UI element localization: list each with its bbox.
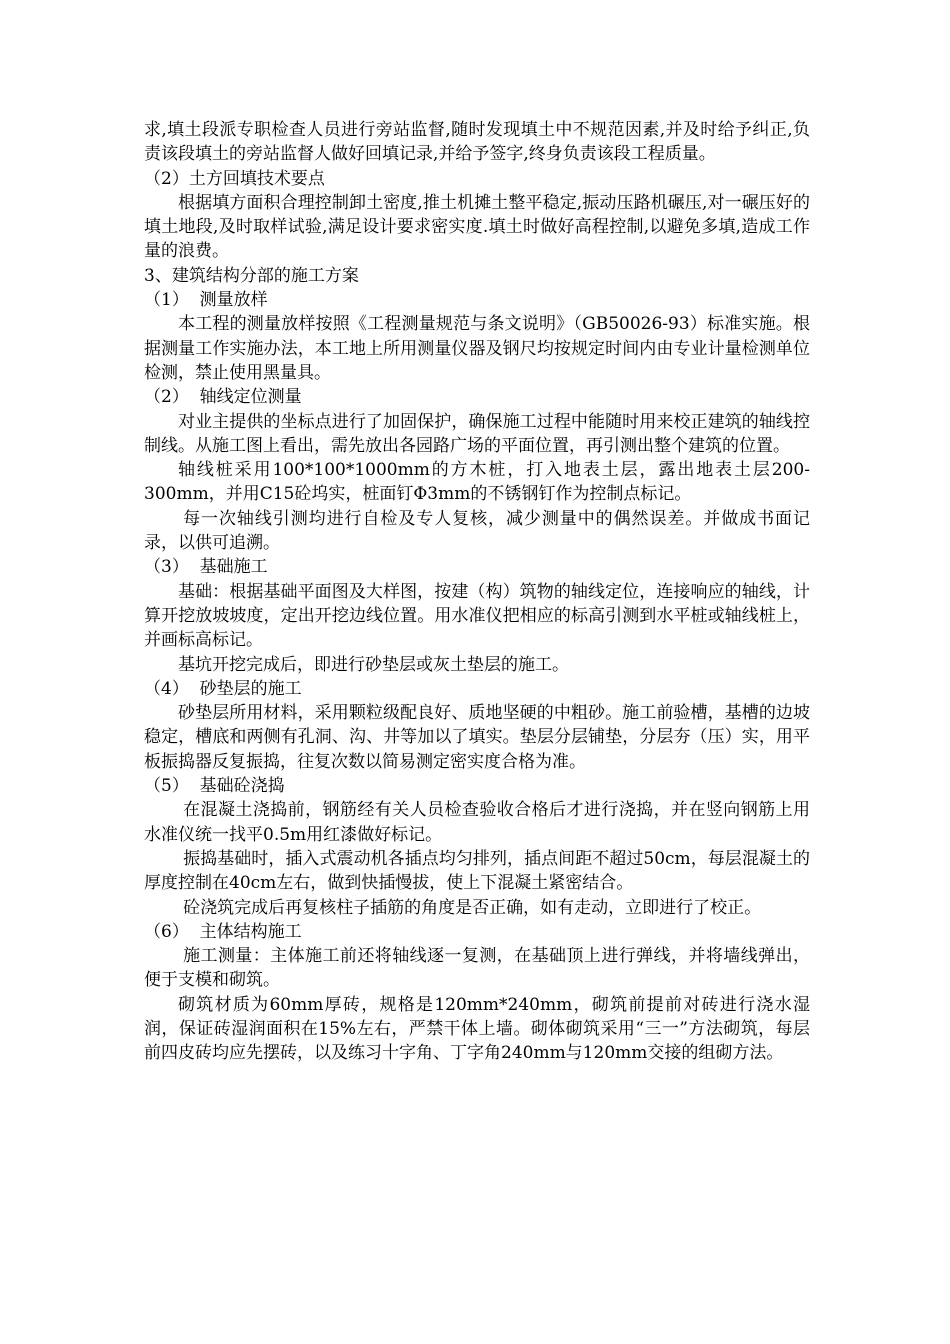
paragraph-vibration: 振捣基础时，插入式震动机各插点均匀排列，插点间距不超过50cm，每层混凝土的厚度控制在40cm左右，做到快插慢拔，使上下混凝土紧密结合。	[144, 848, 810, 894]
paragraph-axis-stake: 轴线桩采用100*100*1000mm的方木桩，打入地表土层，露出地表土层200-300mm，并用C15砼坞实，桩面钉Φ3mm的不锈钢钉作为控制点标记。	[144, 460, 810, 505]
paragraph-survey-standard: 本工程的测量放样按照《工程测量规范与条文说明》（GB50026-93）标准实施。根据测量工作实施办法，本工地上所用测量仪器及钢尺均按规定时间内由专业计量检测单位检测，禁止使用黑量具。	[144, 314, 810, 383]
heading-main-structure: （6） 主体结构施工	[144, 921, 302, 942]
heading-axis-positioning: （2） 轴线定位测量	[144, 387, 302, 408]
paragraph-masonry: 砌筑材质为60mm厚砖，规格是120mm*240mm，砌筑前提前对砖进行浇水湿润，保证砖湿润面积在15%左右，严禁干体上墙。砌体砌筑采用“三一”方法砌筑，每层前四皮砖均应先摆砖，以及练习十字角、丁字角240mm与120mm交接的组砌方法。	[144, 994, 810, 1064]
heading-backfill-key-points: （2）土方回填技术要点	[144, 168, 325, 189]
paragraph-backfill-method: 根据填方面积合理控制卸土密度,推土机摊土整平稳定,振动压路机碾压,对一碾压好的填土地段,及时取样试验,满足设计要求密实度.填土时做好高程控制,以避免多填,造成工作量的浪费。	[144, 192, 810, 262]
paragraph-foundation-layout: 基础：根据基础平面图及大样图，按建（构）筑物的轴线定位，连接响应的轴线，计算开挖放坡坡度，定出开挖边线位置。用水准仪把相应的标高引测到水平桩或轴线桩上，并画标高标记。	[144, 581, 810, 651]
paragraph-backfill-supervision: 求,填土段派专职检查人员进行旁站监督,随时发现填土中不规范因素,并及时给予纠正,负责该段填土的旁站监督人做好回填记录,并给予签字,终身负责该段工程质量。	[144, 120, 810, 165]
paragraph-axis-check: 每一次轴线引测均进行自检及专人复核，减少测量中的偶然误差。并做成书面记录，以供可追溯。	[144, 508, 810, 554]
heading-structure-plan: 3、建筑结构分部的施工方案	[144, 265, 359, 286]
heading-foundation-concrete: （5） 基础砼浇捣	[144, 776, 285, 797]
heading-foundation: （3） 基础施工	[144, 557, 268, 578]
heading-sand-cushion: （4） 砂垫层的施工	[144, 678, 302, 699]
paragraph-column-recheck: 砼浇筑完成后再复核柱子插筋的角度是否正确，如有走动，立即进行了校正。	[183, 897, 762, 918]
paragraph-concrete-inspection: 在混凝土浇捣前，钢筋经有关人员检查验收合格后才进行浇捣，并在竖向钢筋上用水准仪统一找平0.5m用红漆做好标记。	[144, 800, 810, 845]
paragraph-coordinate-protection: 对业主提供的坐标点进行了加固保护，确保施工过程中能随时用来校正建筑的轴线控制线。从施工图上看出，需先放出各园路广场的平面位置，再引测出整个建筑的位置。	[144, 411, 810, 456]
heading-survey-layout: （1） 测量放样	[144, 290, 268, 311]
paragraph-sand-cushion: 砂垫层所用材料，采用颗粒级配良好、质地坚硬的中粗砂。施工前验槽，基槽的边坡稳定，槽底和两侧有孔洞、沟、井等加以了填实。垫层分层铺垫，分层夯（压）实，用平板振捣器反复振捣，往复次数以简易测定密实度合格为准。	[144, 703, 810, 772]
document-page	[144, 118, 810, 1066]
paragraph-construction-survey: 施工测量：主体施工前还将轴线逐一复测，在基础顶上进行弹线，并将墙线弹出，便于支模和砌筑。	[144, 946, 810, 991]
paragraph-pit-cushion: 基坑开挖完成后，即进行砂垫层或灰土垫层的施工。	[178, 654, 569, 675]
